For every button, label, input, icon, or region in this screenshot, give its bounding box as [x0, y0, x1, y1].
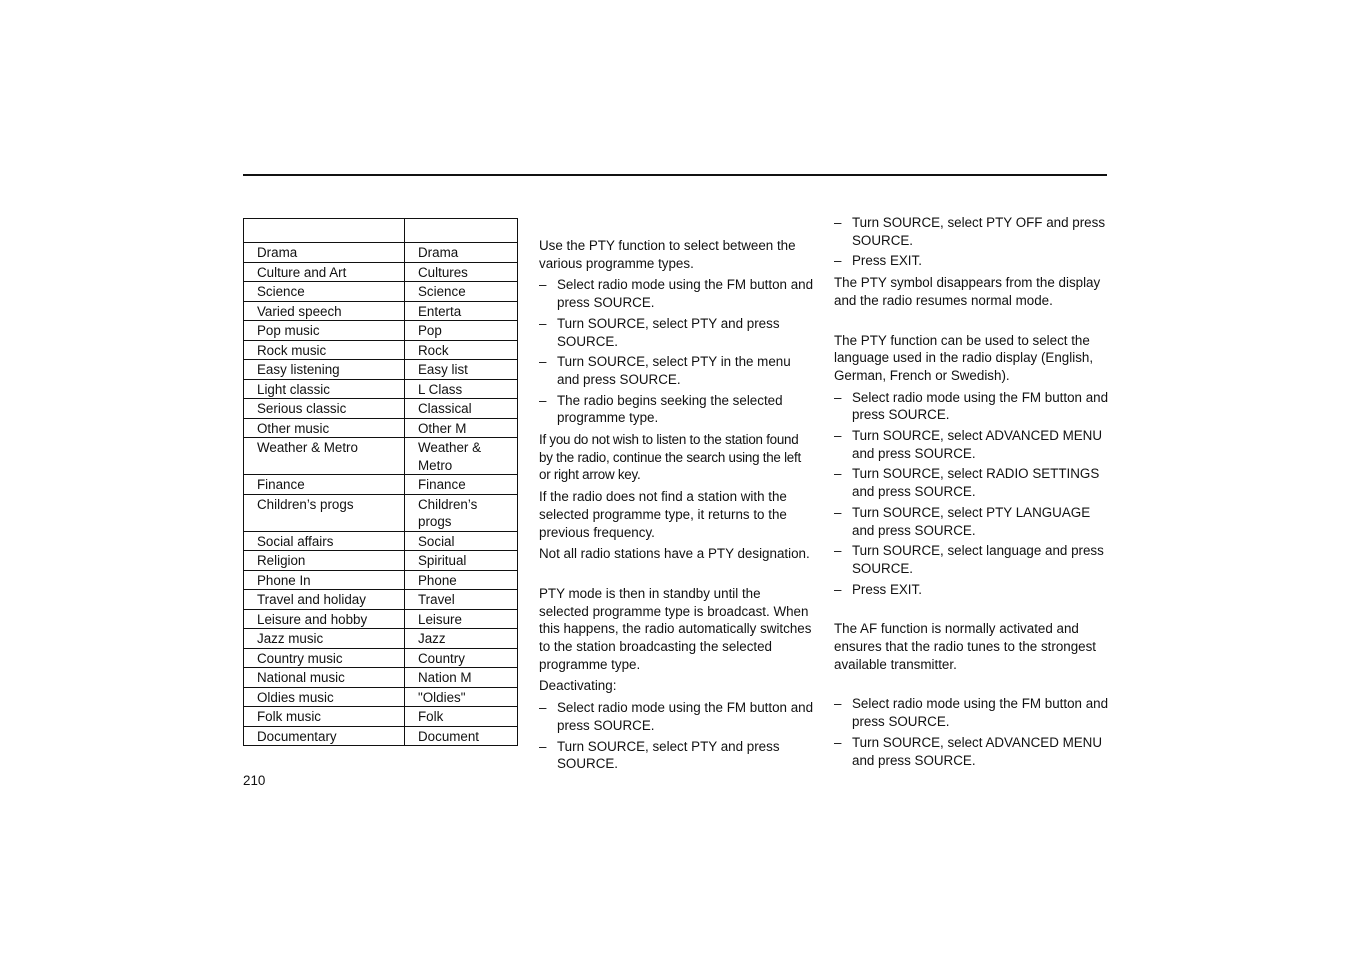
pty-language-steps [834, 389, 1109, 599]
display-name-cell: "Oldies" [405, 687, 518, 707]
display-name-cell: Jazz [405, 629, 518, 649]
programme-type-cell: Phone In [244, 570, 405, 590]
programme-type-cell: Children’s progs [244, 494, 405, 531]
table-header-cell [244, 219, 405, 243]
list-item: – Press EXIT. [834, 581, 1109, 599]
programme-type-cell: Culture and Art [244, 262, 405, 282]
display-name-cell: L Class [405, 379, 518, 399]
programme-type-cell: Folk music [244, 707, 405, 727]
programme-type-cell: Travel and holiday [244, 590, 405, 610]
pty-intro: Use the PTY function to select between the various programme types. [539, 238, 796, 271]
paragraph: The AF function is normally activated and ensures that the radio tunes to the strongest available transmitter. [834, 621, 1097, 672]
programme-type-cell: Oldies music [244, 687, 405, 707]
programme-type-cell: Religion [244, 551, 405, 571]
table-header-row [244, 219, 518, 243]
display-name-cell: Classical [405, 399, 518, 419]
list-item: – Turn SOURCE, select language and press SOURCE. [834, 542, 1109, 577]
list-item: – Turn SOURCE, select PTY and press SOURCE. [539, 738, 814, 773]
display-name-cell: Document [405, 726, 518, 746]
display-name-cell: Cultures [405, 262, 518, 282]
table-row [244, 531, 518, 551]
table-row [244, 629, 518, 649]
list-item: – Turn SOURCE, select PTY in the menu and press SOURCE. [539, 353, 814, 388]
list-item: – Select radio mode using the FM button and press SOURCE. [834, 389, 1109, 424]
table-row [244, 418, 518, 438]
display-name-cell: Easy list [405, 360, 518, 380]
display-name-cell: Rock [405, 340, 518, 360]
programme-type-cell: National music [244, 668, 405, 688]
display-name-cell: Other M [405, 418, 518, 438]
table-header-cell [405, 219, 518, 243]
paragraph: If you do not wish to listen to the station found by the radio, continue the search using the left or right arrow key. [539, 432, 801, 483]
display-name-cell: Science [405, 282, 518, 302]
programme-type-cell: Drama [244, 243, 405, 263]
table-row [244, 475, 518, 495]
programme-type-cell: Serious classic [244, 399, 405, 419]
table-row [244, 379, 518, 399]
programme-type-cell: Other music [244, 418, 405, 438]
display-name-cell: Pop [405, 321, 518, 341]
display-name-cell: Country [405, 648, 518, 668]
programme-type-cell: Finance [244, 475, 405, 495]
list-item: – Select radio mode using the FM button and press SOURCE. [834, 695, 1109, 730]
display-name-cell: Enterta [405, 301, 518, 321]
programme-type-cell: Varied speech [244, 301, 405, 321]
pty-off-steps [834, 214, 1109, 270]
display-name-cell: Social [405, 531, 518, 551]
display-name-cell: Leisure [405, 609, 518, 629]
table-row [244, 494, 518, 531]
display-name-cell: Drama [405, 243, 518, 263]
table-row [244, 668, 518, 688]
programme-type-cell: Easy listening [244, 360, 405, 380]
display-name-cell: Folk [405, 707, 518, 727]
table-row [244, 609, 518, 629]
display-name-cell: Spiritual [405, 551, 518, 571]
paragraph: Not all radio stations have a PTY designation. [539, 546, 810, 562]
table-row [244, 282, 518, 302]
list-item: – Turn SOURCE, select PTY LANGUAGE and press SOURCE. [834, 504, 1109, 539]
programme-type-cell: Jazz music [244, 629, 405, 649]
table-row [244, 726, 518, 746]
table-row [244, 321, 518, 341]
header-rule [243, 174, 1107, 176]
display-name-cell: Children’s progs [405, 494, 518, 531]
display-name-cell: Phone [405, 570, 518, 590]
programme-type-cell: Documentary [244, 726, 405, 746]
paragraph: The PTY symbol disappears from the display and the radio resumes normal mode. [834, 275, 1101, 308]
table-row [244, 438, 518, 475]
table-row [244, 262, 518, 282]
table-row [244, 648, 518, 668]
list-item: – The radio begins seeking the selected programme type. [539, 392, 814, 427]
pty-select-steps [539, 276, 814, 427]
table-row [244, 399, 518, 419]
pty-usage-column [539, 237, 814, 777]
programme-type-cell: Weather & Metro [244, 438, 405, 475]
table-row [244, 243, 518, 263]
list-item: – Press EXIT. [834, 252, 1109, 270]
pty-settings-column [834, 214, 1109, 773]
paragraph: If the radio does not find a station with the selected programme type, it returns to the previous frequency. [539, 489, 787, 540]
programme-type-cell: Country music [244, 648, 405, 668]
display-name-cell: Weather & Metro [405, 438, 518, 475]
list-item: – Turn SOURCE, select PTY OFF and press SOURCE. [834, 214, 1109, 249]
table-row [244, 590, 518, 610]
programme-type-cell: Leisure and hobby [244, 609, 405, 629]
display-name-cell: Travel [405, 590, 518, 610]
table-row [244, 340, 518, 360]
programme-type-cell: Science [244, 282, 405, 302]
table-row [244, 301, 518, 321]
pty-table [243, 218, 518, 746]
list-item: – Turn SOURCE, select ADVANCED MENU and press SOURCE. [834, 427, 1109, 462]
table-row [244, 551, 518, 571]
list-item: – Select radio mode using the FM button and press SOURCE. [539, 699, 814, 734]
list-item: – Turn SOURCE, select ADVANCED MENU and press SOURCE. [834, 734, 1109, 769]
af-steps [834, 695, 1109, 769]
programme-type-cell: Social affairs [244, 531, 405, 551]
table-row [244, 687, 518, 707]
table-row [244, 570, 518, 590]
display-name-cell: Finance [405, 475, 518, 495]
page-number: 210 [243, 773, 266, 788]
paragraph: PTY mode is then in standby until the selected programme type is broadcast. When this happens, the radio automatically switches to the station broadcasting the selected programme type. [539, 585, 812, 672]
deactivating-label: Deactivating: [539, 678, 617, 694]
pty-deactivate-steps [539, 699, 814, 773]
programme-type-cell: Pop music [244, 321, 405, 341]
table-row [244, 707, 518, 727]
programme-type-cell: Light classic [244, 379, 405, 399]
list-item: – Select radio mode using the FM button and press SOURCE. [539, 276, 814, 311]
paragraph: The PTY function can be used to select the language used in the radio display (English, German, French or Swedish). [834, 332, 1094, 383]
display-name-cell: Nation M [405, 668, 518, 688]
programme-type-cell: Rock music [244, 340, 405, 360]
list-item: – Turn SOURCE, select RADIO SETTINGS and press SOURCE. [834, 465, 1109, 500]
table-row [244, 360, 518, 380]
list-item: – Turn SOURCE, select PTY and press SOURCE. [539, 315, 814, 350]
